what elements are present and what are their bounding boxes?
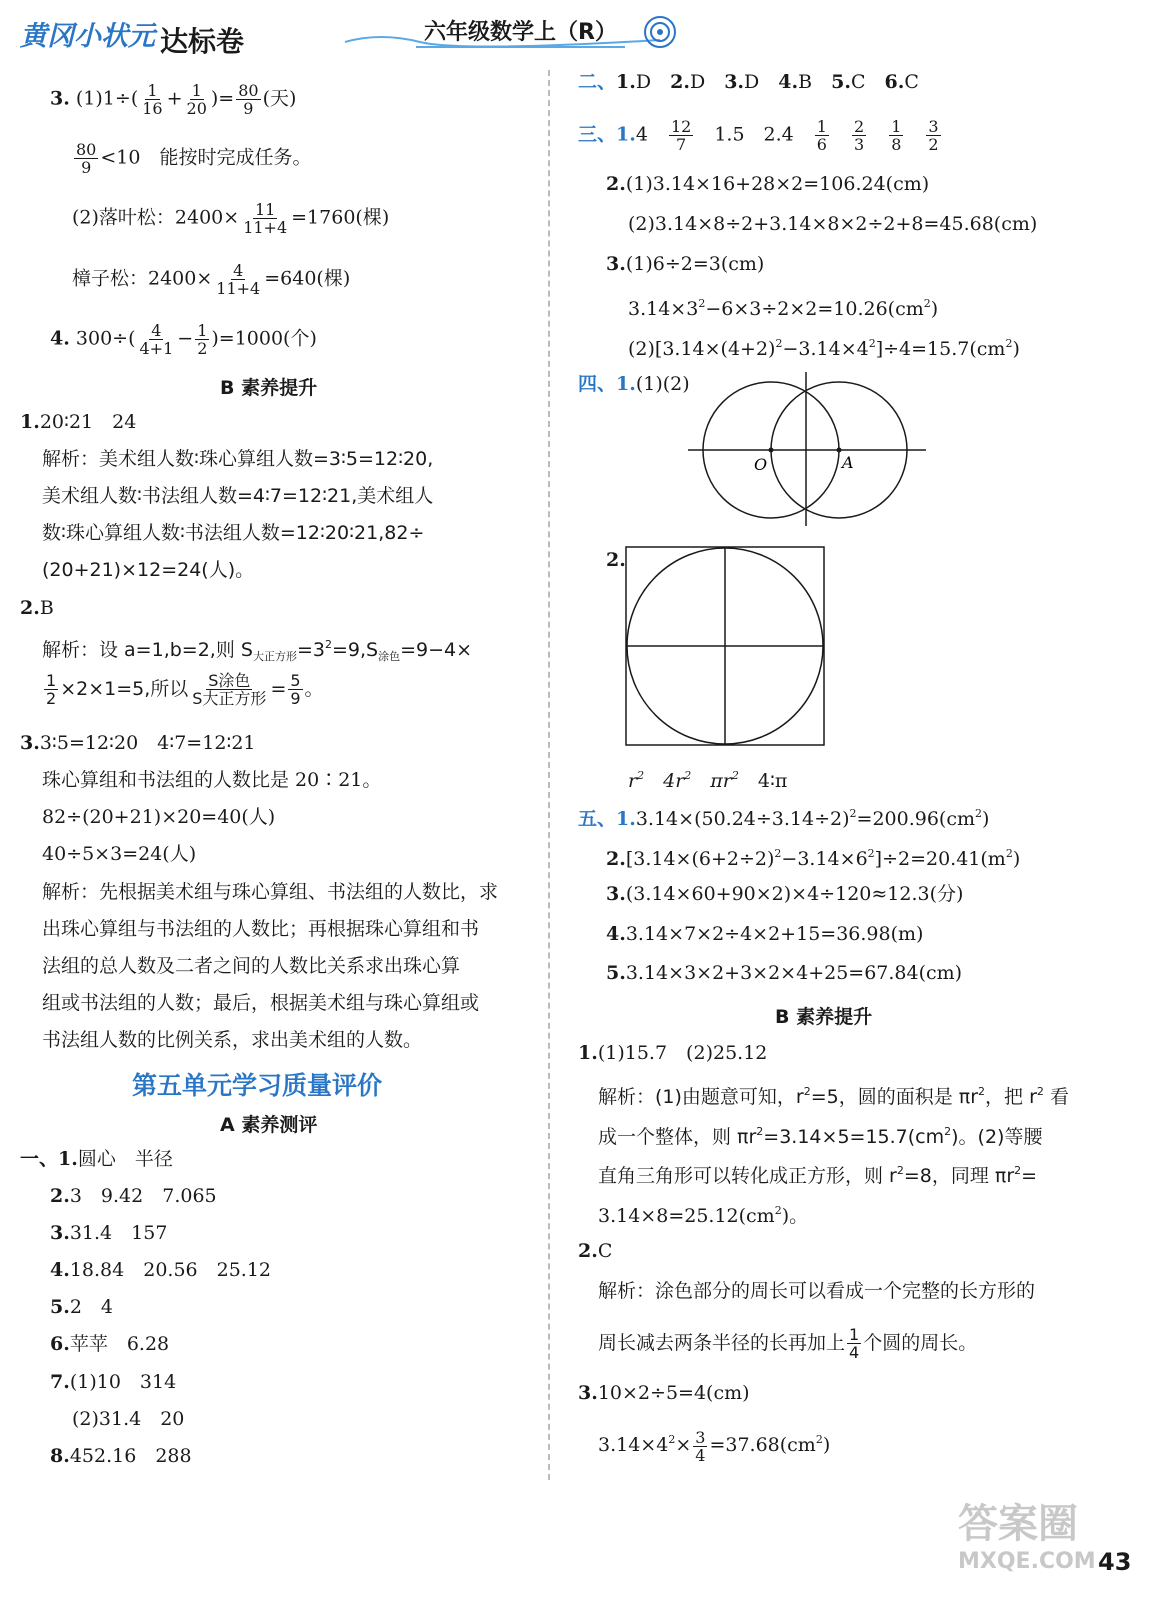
- b2-analysis-1: 解析：设 a=1,b=2,则 $S_{大正方形}=3^2=9,S_{涂色}=9-4\times$: [42, 638, 473, 663]
- point-a-label: A: [842, 453, 854, 472]
- rb3-line1: 3.10×2÷5=4(cm): [578, 1382, 750, 1404]
- b1-analysis-4: (20+21)×12=24(人)。: [42, 559, 255, 581]
- b3-line3: 40÷5×3=24(人): [42, 843, 197, 865]
- point-o-label: O: [754, 455, 768, 474]
- s1-item: 3.31.4 157: [50, 1222, 168, 1244]
- b3-analysis-5: 书法组人数的比例关系，求出美术组的人数。: [42, 1029, 423, 1051]
- s3-2-line2: (2)3.14×8÷2+3.14×8×2÷2+8=45.68(cm): [628, 213, 1038, 235]
- b1-analysis-3: 数∶珠心算组人数∶书法组人数=12∶20∶21,82÷: [42, 522, 425, 544]
- s1-item: 7.(1)10 314: [50, 1371, 177, 1393]
- q4: 4. 300÷( $\frac{4}{4+1}$ − $\frac{1}{2}$ )=1000(个): [50, 321, 317, 358]
- s1-item: 4.18.84 20.56 25.12: [50, 1259, 272, 1281]
- series-title: 达标卷: [160, 25, 245, 58]
- watermark-text: 答案圈: [958, 1501, 1078, 1547]
- s5-1: 五、$1.3.14\times(50.24\div 3.14\div 2)^2=200.96(cm^2)$: [578, 807, 990, 830]
- q3-part2: (2)落叶松：2400× $\frac{11}{11+4}$ =1760(棵): [72, 200, 390, 237]
- b3-analysis-3: 法组的总人数及二者之间的人数比关系求出珠心算: [42, 955, 461, 977]
- b3-analysis-2: 出珠心算组与书法组的人数比；再根据珠心算组和书: [42, 918, 480, 940]
- book-title: 六年级数学上（R）: [416, 15, 625, 48]
- rb2-answer: 2.C: [578, 1240, 613, 1262]
- circle-in-square-figure: [624, 545, 828, 747]
- unit-five-title: 第五单元学习质量评价: [132, 1071, 383, 1100]
- s4-2-label: 2.: [606, 549, 626, 571]
- watermark-url: MXQE.COM: [958, 1549, 1096, 1574]
- watermark: [958, 1492, 1096, 1574]
- page-number: 43: [1098, 1548, 1132, 1576]
- s3-3-line3: $(2)[3.14\times(4+2)^2-3.14\times 4^2]\div 4=15.7(cm^2)$: [628, 337, 1020, 360]
- b1-answer: 1.20∶21 24: [20, 411, 137, 433]
- b1-analysis-1: 解析：美术组人数∶珠心算组人数=3∶5=12∶20,: [42, 448, 434, 470]
- q3-part3: 樟子松：2400× $\frac{4}{11+4}$ =640(棵): [72, 261, 351, 298]
- q3-part1: 3. (1)1÷( $\frac{1}{16}$ + $\frac{1}{20}$ )= $\frac{80}{9}$ (天): [50, 81, 297, 118]
- b3-line2: 82÷(20+21)×20=40(人): [42, 806, 276, 828]
- rb1-analysis-1: 解析：(1)由题意可知，$r^2=5$，圆的面积是 $\pi r^2$，把 $r^2$ 看: [598, 1085, 1069, 1108]
- s1-item: 2.3 9.42 7.065: [50, 1185, 217, 1207]
- s1-item: 8.452.16 288: [50, 1445, 192, 1467]
- rb1-analysis-3: 直角三角形可以转化成正方形，则 $r^2=8$，同理 $\pi r^2=$: [598, 1164, 1038, 1187]
- s4-1-label: 四、1.(1)(2): [578, 373, 690, 395]
- s5-5: 5.3.14×3×2+3×2×4+25=67.84(cm): [606, 962, 963, 984]
- s5-4: 4.3.14×7×2÷4×2+15=36.98(m): [606, 923, 924, 945]
- spiral-icon: [640, 14, 680, 50]
- s1-item: 一、1.圆心 半径: [20, 1148, 173, 1170]
- rb2-analysis-1: 解析：涂色部分的周长可以看成一个完整的长方形的: [598, 1280, 1036, 1302]
- b3-line1: 珠心算组和书法组的人数比是 20∶21。: [42, 769, 382, 791]
- rb2-analysis-2: 周长减去两条半径的长再加上 $\frac{1}{4}$ 个圆的周长。: [598, 1325, 978, 1362]
- b3-line0: 3.3∶5=12∶20 4∶7=12∶21: [20, 732, 256, 754]
- s3-3-line1: 3.(1)6÷2=3(cm): [606, 253, 765, 275]
- s4-2-answers: $r^2$ $4r^2$ $\pi r^2$ 4∶π: [628, 769, 788, 792]
- rb1-analysis-4: $3.14\times 8=25.12(cm^2)$。: [598, 1204, 809, 1227]
- s1-item: 6.苹苹 6.28: [50, 1333, 170, 1355]
- column-divider: [548, 70, 550, 1480]
- s1-item: (2)31.4 20: [72, 1408, 185, 1430]
- s5-3: 3.(3.14×60+90×2)×4÷120≈12.3(分): [606, 883, 964, 905]
- two-circles-figure: [686, 370, 932, 528]
- b1-analysis-2: 美术组人数∶书法组人数=4∶7=12∶21,美术组人: [42, 485, 434, 507]
- rb1-answer: 1.(1)15.7 (2)25.12: [578, 1042, 768, 1064]
- right-b-section-title: B 素养提升: [775, 1006, 873, 1028]
- s3-answers: 三、1.4 $\frac{12}{7}$ 1.5 2.4 $\frac{1}{6}$ $\frac{2}{3}$ $\frac{1}{8}$ $\frac{3}{2}$: [578, 117, 939, 154]
- b2-analysis-2: $\frac{1}{2}$ ×2×1=5,所以 $\frac{\text{S涂色}}{\text{S大正方形}}$ = $\frac{5}{9}$ 。: [46, 671, 324, 708]
- s3-2-line1: 2.(1)3.14×16+28×2=106.24(cm): [606, 173, 930, 195]
- brand-logo: 黄冈小状元: [20, 21, 155, 52]
- s3-3-line2: $3.14\times 3^2-6\times 3\div 2\times 2=10.26(cm^2)$: [628, 297, 939, 320]
- b-section-title: B 素养提升: [220, 377, 318, 399]
- a-section-title: A 素养测评: [220, 1114, 318, 1136]
- b3-analysis-4: 组或书法组的人数；最后，根据美术组与珠心算组或: [42, 992, 480, 1014]
- b2-answer: 2.B: [20, 597, 54, 619]
- b3-analysis-1: 解析：先根据美术组与珠心算组、书法组的人数比，求: [42, 881, 499, 903]
- rb3-line2: $3.14\times 4^2\times$ $\frac{3}{4}$ $=37.68(cm^2)$: [598, 1427, 831, 1465]
- s2-answers: 二、1.D 2.D 3.D 4.B 5.C 6.C: [578, 71, 919, 93]
- s1-item: 5.2 4: [50, 1296, 114, 1318]
- rb1-analysis-2: 成一个整体，则 $\pi r^2=3.14\times 5=15.7(cm^2)$。(2)等腰: [598, 1125, 1043, 1148]
- q3-compare: $\frac{80}{9}$ <10 能按时完成任务。: [76, 140, 312, 177]
- s5-2: $2.[3.14\times(6+2\div 2)^2-3.14\times 6^2]\div 2=20.41(m^2)$: [606, 847, 1021, 870]
